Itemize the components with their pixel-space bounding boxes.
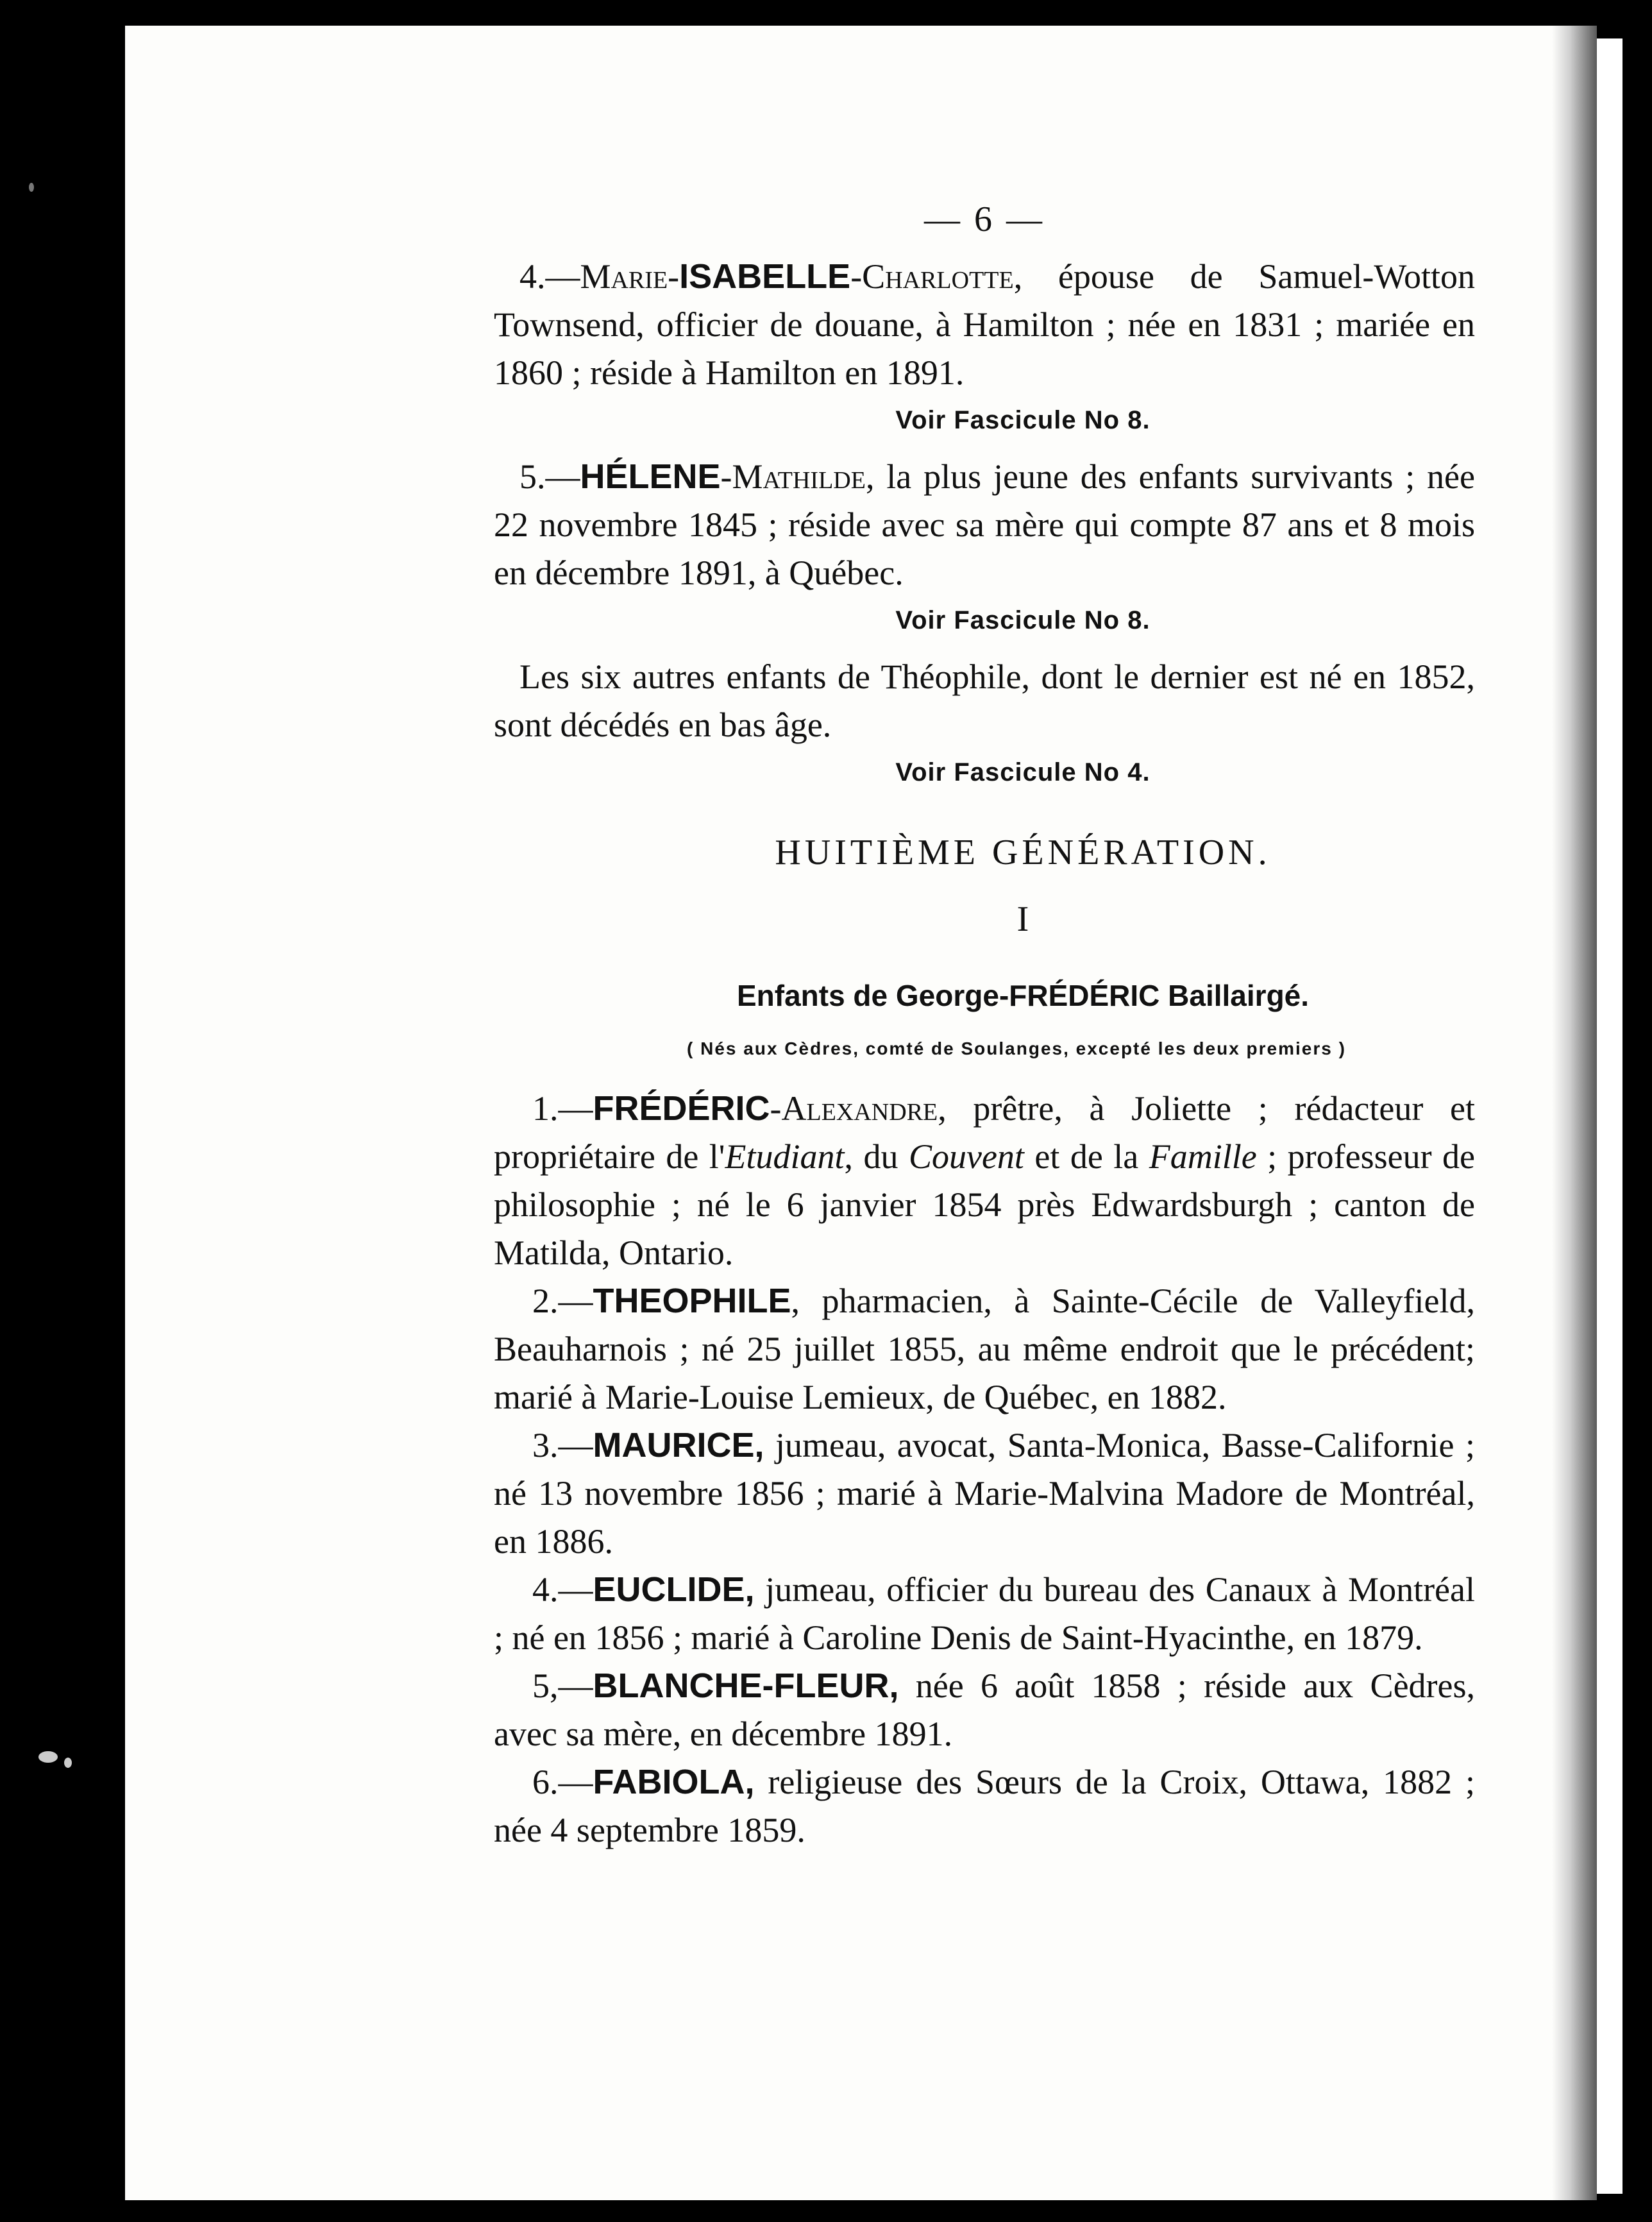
entry-text: et de la (1024, 1137, 1149, 1176)
entry-name-bold: HÉLENE (580, 457, 721, 496)
entry-text: religieuse des Sœurs de la Croix, Ottawa, 1882 ; née 4 septembre 1859. (494, 1763, 1475, 1849)
page-number: — 6 — (924, 199, 1045, 239)
entry-text: Les six autres enfants de Théophile, dont le dernier est né en 1852, sont décédés en bas âge. (494, 657, 1475, 744)
list-item (494, 1277, 1475, 1421)
entry-name-part: -Alexandre (770, 1089, 938, 1128)
entry-name-part: -Charlotte (850, 257, 1014, 296)
fascicule-reference: Voir Fascicule No 8. (895, 606, 1150, 634)
entry-name-bold: FRÉDÉRIC (593, 1089, 770, 1128)
list-item (494, 1421, 1475, 1566)
entry-number: 5,— (532, 1666, 593, 1705)
entry-number: 6.— (532, 1763, 593, 1801)
entry-text: , du (844, 1137, 909, 1176)
entry-text: née 6 août 1858 ; réside aux Cèdres, avec sa mère, en décembre 1891. (494, 1666, 1475, 1753)
entry-name-bold: THEOPHILE (593, 1282, 791, 1320)
entry-other-children (494, 653, 1475, 749)
entry-name-bold: ISABELLE (679, 257, 851, 296)
entry-name-bold: MAURICE, (593, 1426, 764, 1464)
scan-speck (64, 1758, 72, 1768)
children-list (494, 1085, 1475, 1854)
publication-title: Famille (1149, 1137, 1257, 1176)
list-item (494, 1085, 1475, 1277)
entry-name-bold: BLANCHE-FLEUR, (593, 1666, 899, 1705)
entry-text: , la plus jeune des enfants survivants ; née 22 novembre 1845 ; réside avec sa mère qui compte 87 ans et 8 mois en décembre 1891, à Québec. (494, 457, 1475, 592)
scan-speck (38, 1751, 58, 1763)
entry-number: 4.— (519, 257, 580, 296)
birthplace-note: ( Nés aux Cèdres, comté de Soulanges, excepté les deux premiers ) (687, 1039, 1346, 1058)
entry-text: , épouse de Samuel-Wotton Townsend, officier de douane, à Hamilton ; née en 1831 ; mariée en 1860 ; réside à Hamilton en 1891. (494, 257, 1475, 392)
entry-name-part: Marie- (580, 257, 680, 296)
list-item (494, 1662, 1475, 1758)
entry-helene-mathilde (494, 453, 1475, 597)
list-item (494, 1566, 1475, 1662)
entry-number: 4.— (532, 1570, 593, 1609)
entry-text: , pharmacien, à Sainte-Cécile de Valleyfield, Beauharnois ; né 25 juillet 1855, au même endroit que le précédent; marié à Marie-Louise Lemieux, de Québec, en 1882. (494, 1282, 1475, 1416)
fascicule-reference: Voir Fascicule No 4. (895, 758, 1150, 786)
entry-number: 5.— (519, 457, 580, 496)
list-item (494, 1758, 1475, 1854)
entry-text: ; professeur de philosophie ; né le 6 janvier 1854 près Edwardsburgh ; canton de Matilda, Ontario. (494, 1137, 1476, 1272)
fascicule-reference: Voir Fascicule No 8. (895, 406, 1150, 434)
page-text (494, 199, 1475, 1854)
entry-name-part: -Mathilde (720, 457, 866, 496)
entry-text: jumeau, avocat, Santa-Monica, Basse-Californie ; né 13 novembre 1856 ; marié à Marie-Malvina Madore de Montréal, en 1886. (494, 1426, 1475, 1561)
section-subheading: Enfants de George-FRÉDÉRIC Baillairgé. (736, 979, 1310, 1012)
entry-name-bold: FABIOLA, (593, 1763, 755, 1801)
page-edge-shadow (1552, 26, 1597, 2200)
scan-speck (29, 183, 34, 192)
entry-text: jumeau, officier du bureau des Canaux à Montréal ; né en 1856 ; marié à Caroline Denis de Saint-Hyacinthe, en 1879. (494, 1570, 1475, 1657)
entry-text: , prêtre, à Joliette ; rédacteur et propriétaire de l' (494, 1089, 1475, 1176)
publication-title: Couvent (908, 1137, 1024, 1176)
section-numeral: I (1016, 899, 1029, 939)
entry-marie-isabelle-charlotte (494, 253, 1475, 397)
publication-title: Etudiant (725, 1137, 845, 1176)
scan-margin-strip (1597, 38, 1622, 2194)
entry-number: 2.— (532, 1282, 593, 1320)
generation-heading: HUITIÈME GÉNÉRATION. (775, 833, 1271, 872)
entry-number: 3.— (532, 1426, 593, 1464)
entry-name-bold: EUCLIDE, (593, 1570, 755, 1609)
entry-number: 1.— (532, 1089, 593, 1128)
